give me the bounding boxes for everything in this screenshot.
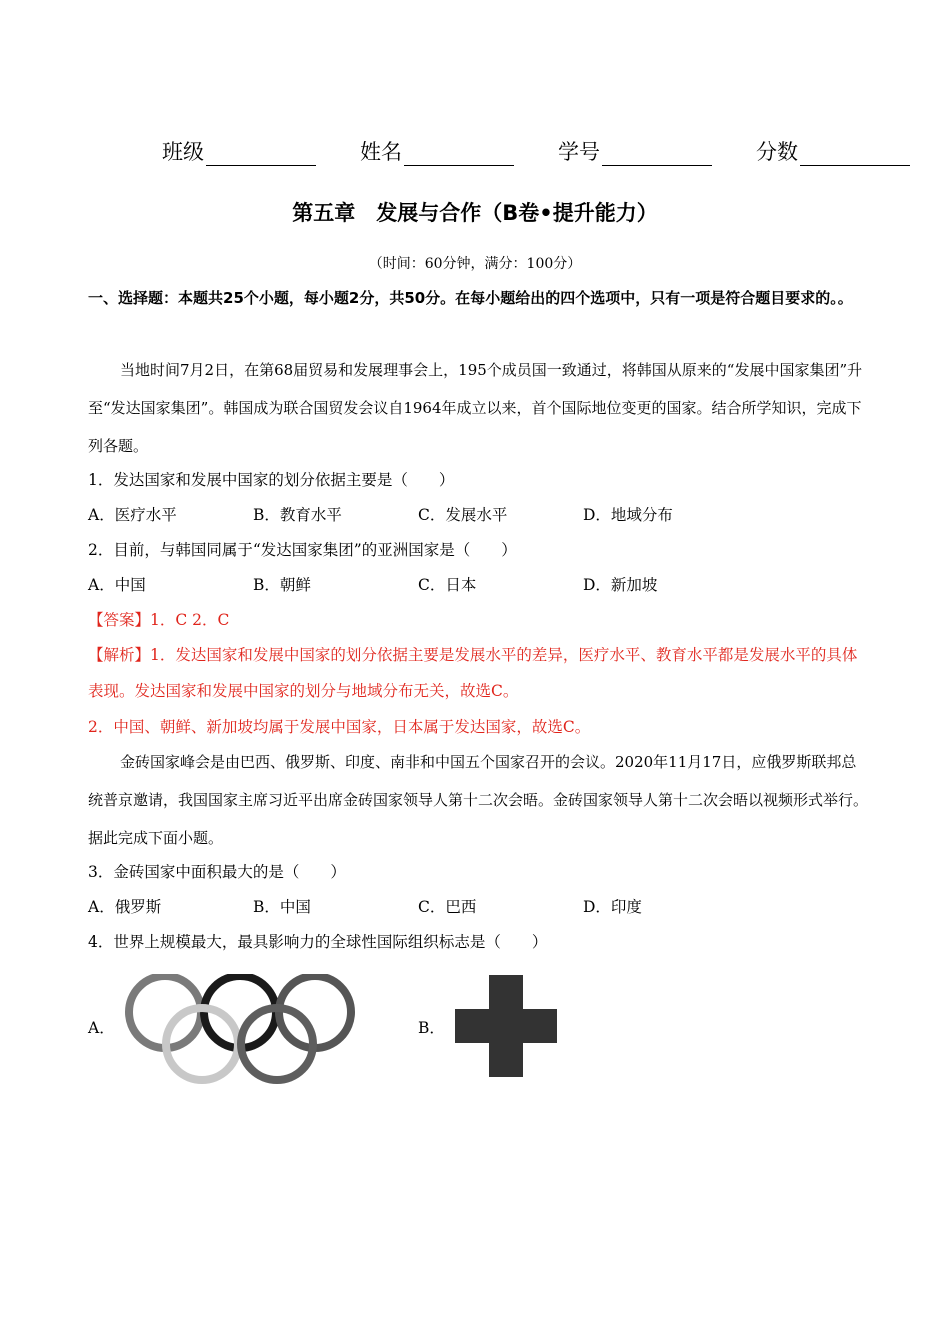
q4-option-a-label[interactable]: A． — [88, 1019, 115, 1037]
analysis-text-1: 1．发达国家和发展中国家的划分依据主要是发展水平的差异，医疗水平、教育水平都是发展水平的具体表现。发达国家和发展中国家的划分与地域分布无关，故选C。 — [88, 646, 858, 700]
name-blank[interactable] — [404, 143, 514, 166]
q1-option-b[interactable]: B．教育水平 — [253, 506, 342, 524]
q2-option-c[interactable]: C．日本 — [418, 576, 477, 594]
q1-option-a[interactable]: A．医疗水平 — [88, 506, 177, 524]
question-2-stem: 2．目前，与韩国同属于“发达国家集团”的亚洲国家是（ ） — [88, 541, 517, 559]
olympic-rings-icon[interactable] — [122, 974, 358, 1084]
cross-icon[interactable] — [455, 975, 557, 1077]
score-blank[interactable] — [800, 143, 910, 166]
student-info-line — [162, 136, 922, 166]
passage-1: 当地时间7月2日，在第68届贸易和发展理事会上，195个成员国一致通过，将韩国从原来的“发展中国家集团”升至“发达国家集团”。韩国成为联合国贸发会议自1964年成立以来，首个国际地位变更的国家。结合所学知识，完成下列各题。 — [88, 361, 863, 455]
class-field[interactable]: 班级 — [162, 136, 316, 166]
passage-2: 金砖国家峰会是由巴西、俄罗斯、印度、南非和中国五个国家召开的会议。2020年11月17日，应俄罗斯联邦总统普京邀请，我国国家主席习近平出席金砖国家领导人第十二次会晤。金砖国家领导人第十二次会晤以视频形式举行。据此完成下面小题。 — [88, 753, 869, 847]
question-1-stem: 1．发达国家和发展中国家的划分依据主要是（ ） — [88, 471, 455, 489]
answer-text: 1．C 2．C — [150, 611, 230, 629]
q4-option-b-label[interactable]: B． — [418, 1019, 445, 1037]
class-blank[interactable] — [206, 143, 316, 166]
analysis-tag: 【解析】 — [88, 646, 151, 664]
q2-option-d[interactable]: D．新加坡 — [583, 576, 658, 594]
q1-option-c[interactable]: C．发展水平 — [418, 506, 508, 524]
q3-option-a[interactable]: A．俄罗斯 — [88, 898, 162, 916]
id-field[interactable]: 学号 — [558, 136, 712, 166]
q3-option-b[interactable]: B．中国 — [253, 898, 311, 916]
answer-line — [88, 609, 868, 631]
q2-option-b[interactable]: B．朝鲜 — [253, 576, 311, 594]
question-3-stem: 3．金砖国家中面积最大的是（ ） — [88, 863, 346, 881]
page-subtitle: （时间：60分钟，满分：100分） — [368, 256, 582, 272]
name-field[interactable]: 姓名 — [360, 136, 514, 166]
answer-tag: 【答案】 — [88, 611, 151, 629]
page-title: 第五章 发展与合作（B卷•提升能力） — [292, 201, 658, 225]
score-field[interactable]: 分数 — [756, 136, 910, 166]
analysis-2: 2．中国、朝鲜、新加坡均属于发展中国家，日本属于发达国家，故选C。 — [88, 718, 591, 736]
q3-option-d[interactable]: D．印度 — [583, 898, 642, 916]
question-4-stem: 4．世界上规模最大，最具影响力的全球性国际组织标志是（ ） — [88, 933, 548, 951]
q1-option-d[interactable]: D．地域分布 — [583, 506, 673, 524]
id-blank[interactable] — [602, 143, 712, 166]
q3-option-c[interactable]: C．巴西 — [418, 898, 477, 916]
q2-option-a[interactable]: A．中国 — [88, 576, 146, 594]
analysis-1 — [88, 637, 868, 709]
section-heading: 一、选择题：本题共25个小题，每小题2分，共50分。在每小题给出的四个选项中，只有一项是符合题目要求的。。 — [88, 289, 853, 307]
